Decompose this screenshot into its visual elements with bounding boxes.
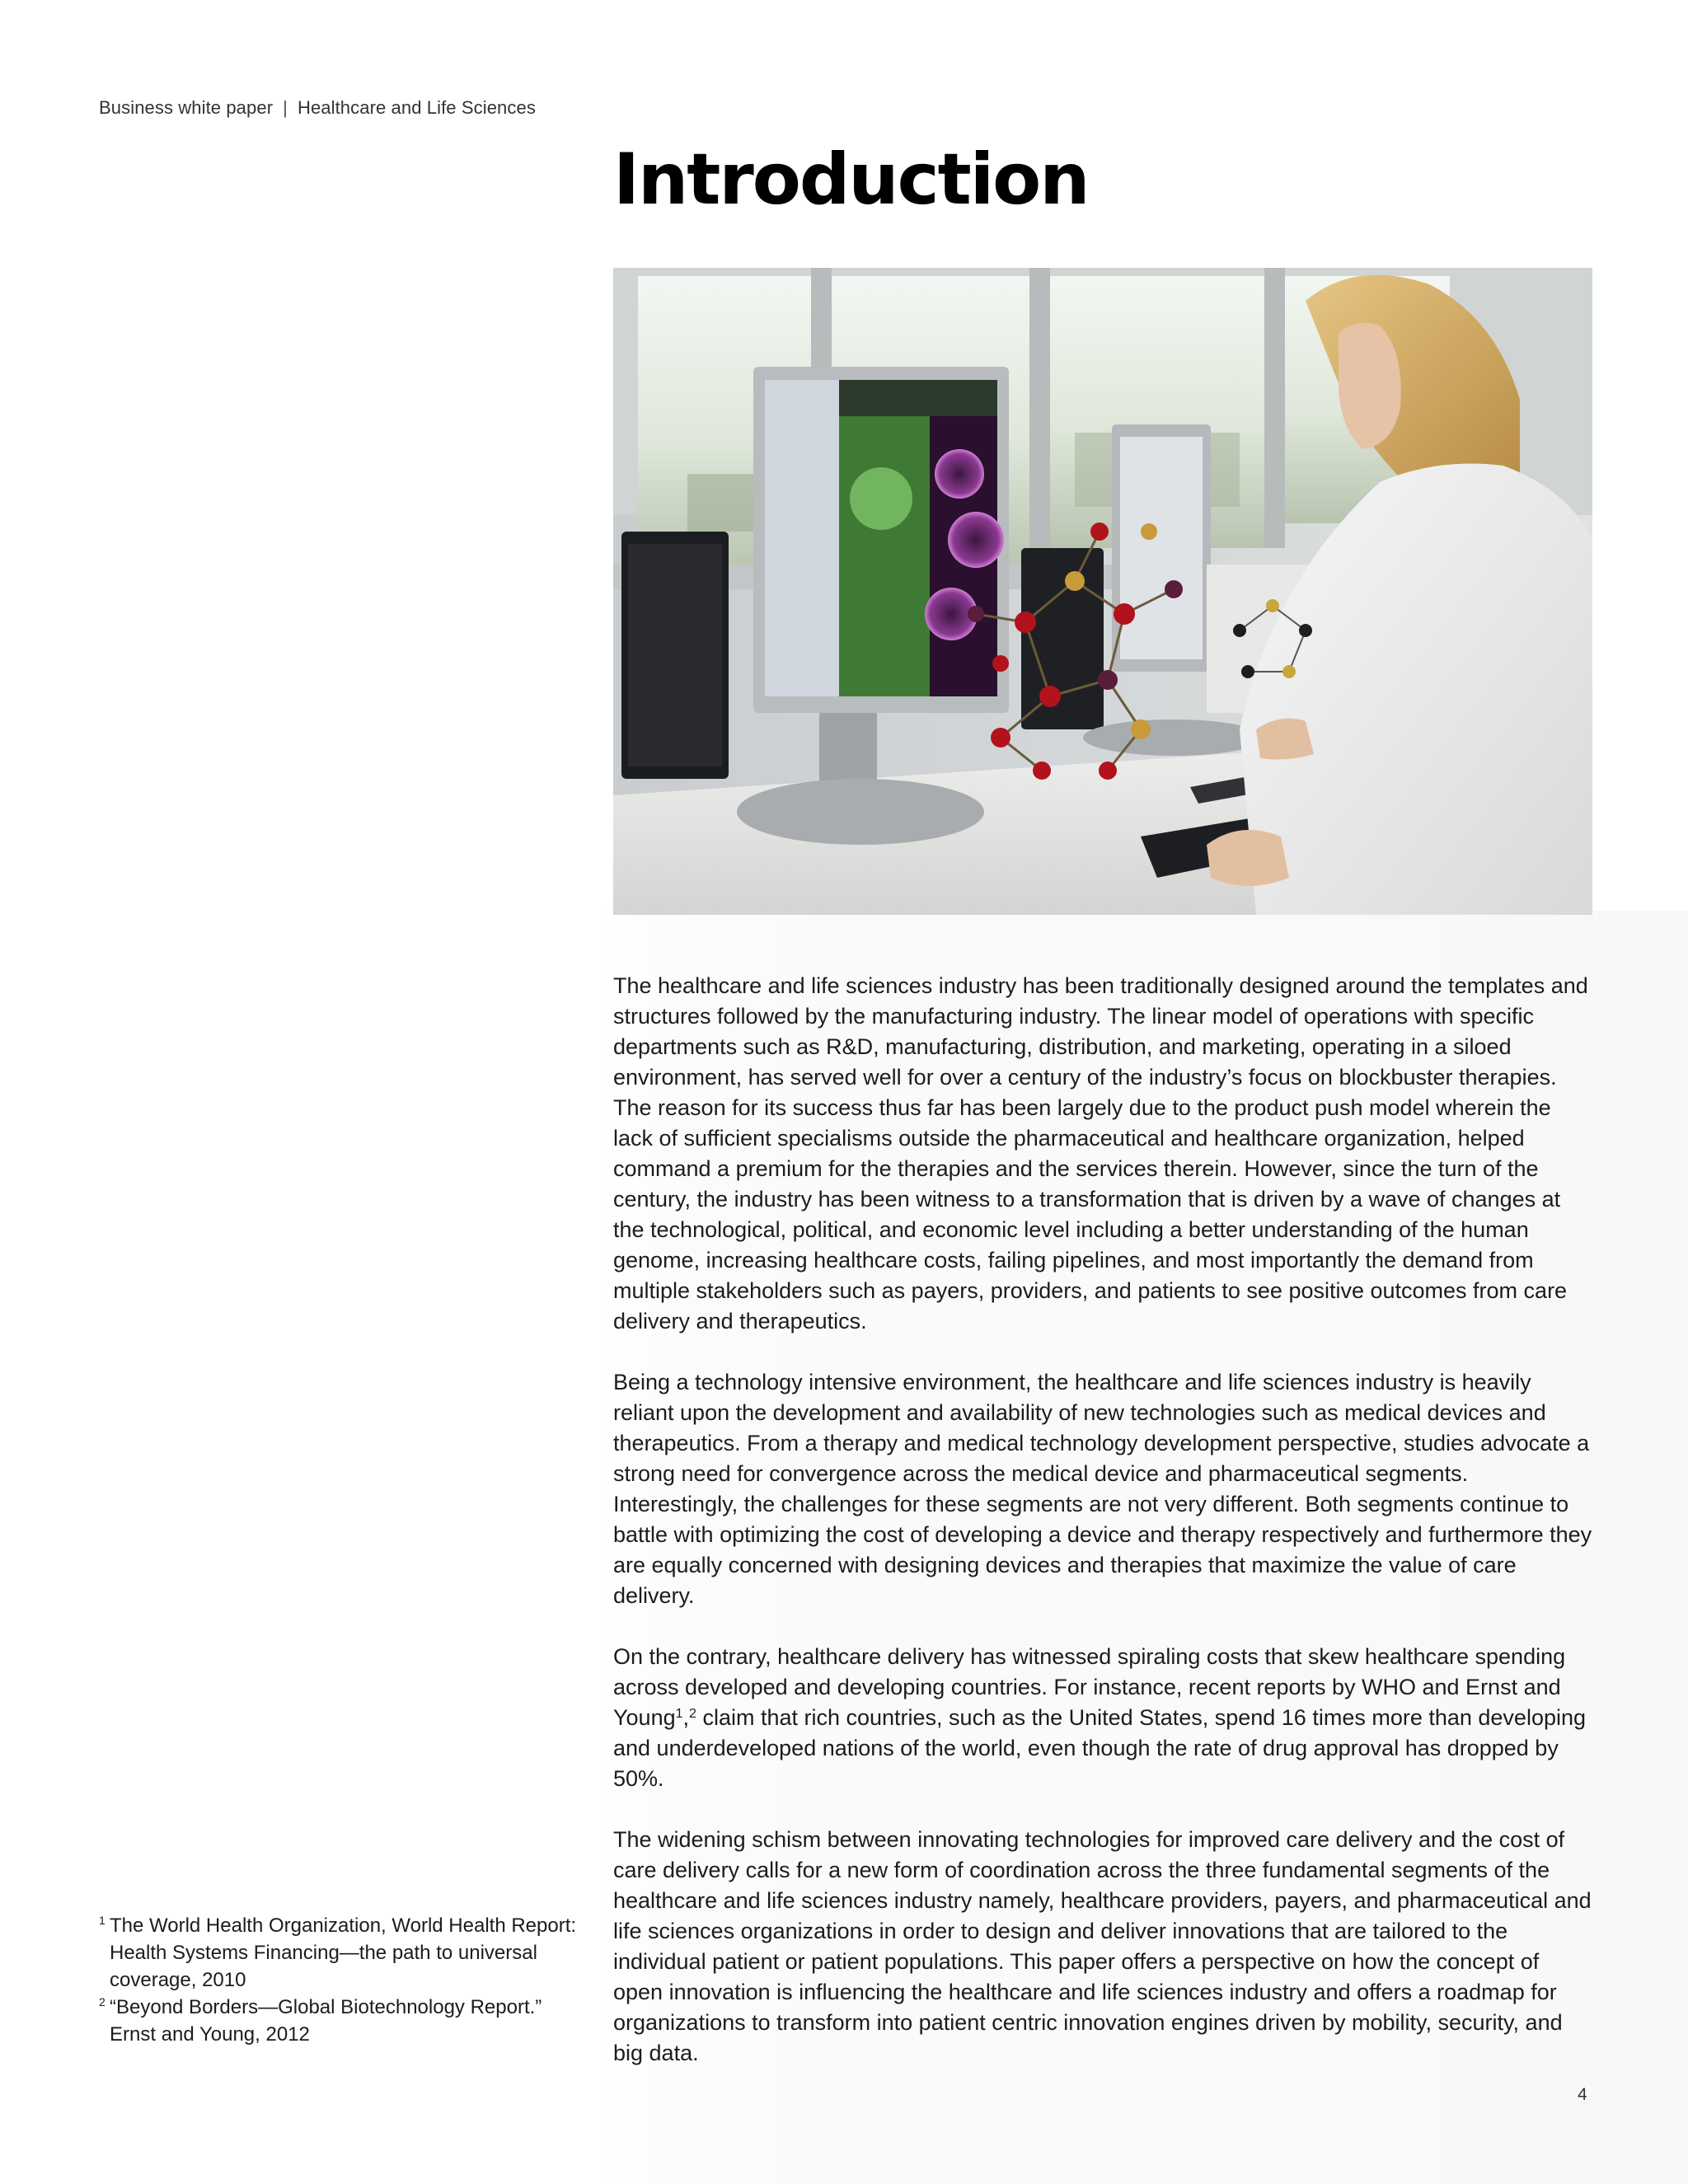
footnote-ref-2: 2 — [689, 1707, 696, 1721]
footnote-2 — [99, 1994, 577, 2048]
page-number: 4 — [1578, 2085, 1587, 2104]
paragraph-3-text-a: On the contrary, healthcare delivery has witnessed spiraling costs that skew healthcare spending across developed and developing countries. For instance, recent reports by WHO and Ernst and Young — [613, 1644, 1566, 1730]
header-section: Healthcare and Life Sciences — [297, 97, 536, 118]
footnote-text: “Beyond Borders—Global Biotechnology Report.” Ernst and Young, 2012 — [110, 1996, 542, 2046]
footnotes — [99, 1912, 577, 2048]
footnote-ref-comma: , — [682, 1705, 690, 1730]
paragraph-1: The healthcare and life sciences industry has been traditionally designed around the templates and structures followed by the manufacturing industry. The linear model of operations with specific departments such as R&D, manufacturing, distribution, and marketing, operating in a siloed environment, has served well for over a century of the industry’s focus on blockbuster therapies. The reason for its success thus far has been largely due to the product push model wherein the lack of sufficient specialisms outside the pharmaceutical and healthcare organization, helped command a premium for the therapies and the services therein. However, since the turn of the century, the industry has been witness to a transformation that is driven by a wave of changes at the technological, political, and economic level including a better understanding of the human genome, increasing healthcare costs, failing pipelines, and most importantly the demand from multiple stakeholders such as payers, providers, and patients to see positive outcomes from care delivery and therapeutics. — [613, 973, 1588, 1333]
lab-photo — [613, 268, 1592, 915]
footnote-text: The World Health Organization, World Health Report: Health Systems Financing—the path to universal coverage, 2010 — [110, 1915, 577, 1991]
running-header — [99, 97, 536, 119]
header-doc-type: Business white paper — [99, 97, 274, 118]
footnote-ref-1: 1 — [675, 1707, 683, 1721]
page-title: Introduction — [613, 138, 1089, 221]
footnote-1 — [99, 1912, 577, 1994]
footnote-number: 1 — [99, 1914, 106, 1927]
paragraph-2: Being a technology intensive environment, the healthcare and life sciences industry is heavily reliant upon the development and availability of new technologies such as medical devices and therapeutics. From a therapy and medical technology development perspective, studies advocate a strong need for convergence across the medical device and pharmaceutical segments. Interestingly, the challenges for these segments are not very different. Both segments continue to battle with optimizing the cost of developing a device and therapy respectively and furthermore they are equally concerned with designing devices and therapies that maximize the value of care delivery. — [613, 1370, 1592, 1608]
header-separator: | — [283, 97, 288, 118]
footnote-number: 2 — [99, 1995, 106, 2008]
lab-photo-illustration — [613, 268, 1592, 915]
paragraph-3 — [613, 1642, 1592, 1794]
paragraph-4: The widening schism between innovating technologies for improved care delivery and the cost of care delivery calls for a new form of coordination across the three fundamental segments of the healthcare and life sciences industry namely, healthcare providers, payers, and pharmaceutical and life sciences organizations in order to design and deliver innovations that are tailored to the individual patient or patient populations. This paper offers a perspective on how the concept of open innovation is influencing the healthcare and life sciences industry and offers a roadmap for organizations to transform into patient centric innovation engines driven by mobility, security, and big data. — [613, 1827, 1592, 2065]
body-text — [613, 971, 1592, 2099]
paragraph-3-text-b: claim that rich countries, such as the United States, spend 16 times more than developing and underdeveloped nations of the world, even though the rate of drug approval has dropped by 50%. — [613, 1705, 1587, 1791]
